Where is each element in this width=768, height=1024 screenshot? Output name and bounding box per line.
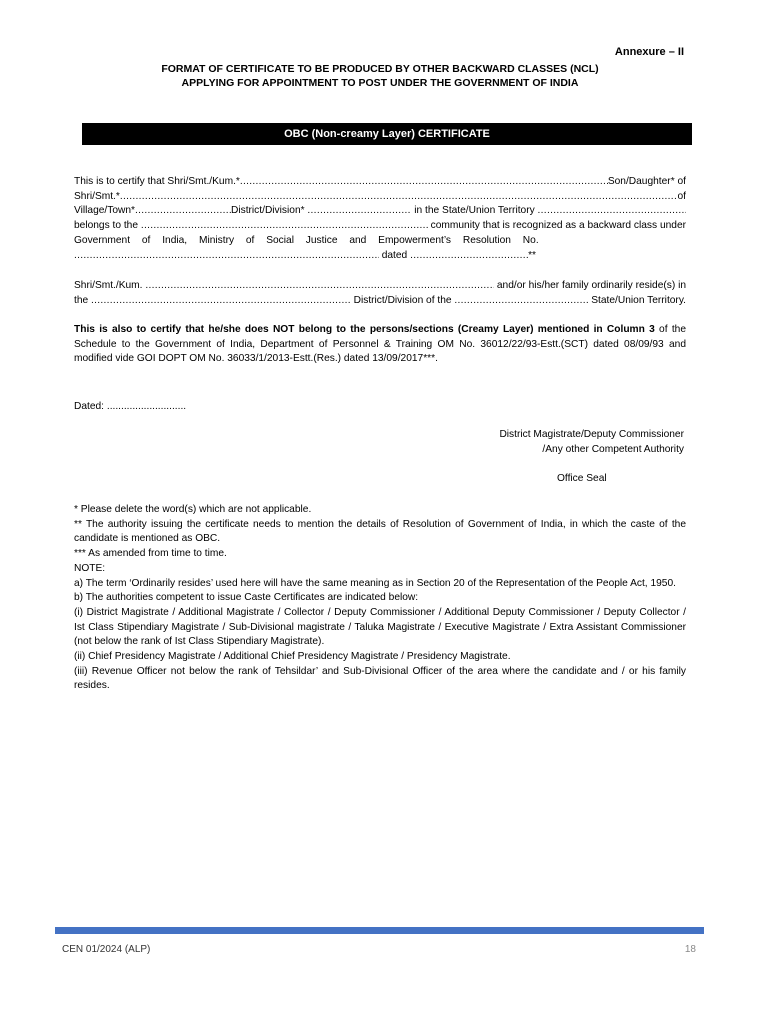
heading-line-1: FORMAT OF CERTIFICATE TO BE PRODUCED BY OTHER BACKWARD CLASSES (NCL) [161,63,599,75]
para1-line-1: This is to certify that Shri/Smt./Kum.* ..... Son/Daughter* of [74,175,686,190]
para1-line-6: ..... dated ..... ** [74,249,686,264]
certification-paragraph-1 [74,175,686,263]
dated-blank: ............................ [106,401,187,412]
note-item: b) The authorities competent to issue Caste Certificates are indicated below: [74,592,419,604]
signatory-block [499,428,684,457]
para1-line-4: belongs to the ..... community that is recognized as a backward class under [74,219,686,234]
note-item: ** The authority issuing the certificate needs to mention the details of Resolution of Government of India, in which the caste of the candidate is mentioned as OBC. [74,518,686,545]
note-item: *** As amended from time to time. [74,548,227,560]
note-item: (i) District Magistrate / Additional Magistrate / Collector / Deputy Commissioner / Additional Deputy Commissioner / Deputy Collector / Ist Class Stipendiary Magistrate / Sub-Divisional magistrate / Taluka Magistrate / Executive Magistrate / Extra Assistant Commissioner (not below the rank of Ist Class Stipendiary Magistrate). [74,606,686,648]
creamy-layer-paragraph [74,323,686,367]
signatory-line-1: District Magistrate/Deputy Commissioner [499,429,684,440]
blank-place [91,294,351,309]
footer-rule [55,927,704,934]
blank-parent-name [120,190,678,205]
para2-line-1: Shri/Smt./Kum. ..... and/or his/her family ordinarily reside(s) in [74,279,686,294]
note-item: a) The term ‘Ordinarily resides’ used here will have the same meaning as in Section 20 of the Representation of the People Act, 1950. [74,577,676,589]
para2-line-2: the ..... District/Division of the ..... State/Union Territory. [74,294,686,309]
office-seal-label: Office Seal [557,473,607,484]
para1-line-5: Government of India, Ministry of Social Justice and Empowerment’s Resolution No. [74,234,539,246]
blank-name [145,279,494,294]
blank-state-2 [454,294,588,309]
footer-reference: CEN 01/2024 (ALP) [62,944,151,955]
notes-section [74,503,686,694]
note-item: (ii) Chief Presidency Magistrate / Additional Chief Presidency Magistrate / Presidency Magistrate. [74,651,511,663]
heading-line-2: APPLYING FOR APPOINTMENT TO POST UNDER THE GOVERNMENT OF INDIA [181,77,579,89]
page-number: 18 [684,944,696,955]
note-item: * Please delete the word(s) which are not applicable. [74,504,312,515]
para1-line-2: Shri/Smt.* ..... of [74,190,686,205]
para1-line-3: Village/Town* ..... District/Division* ..... in the State/Union Territory ..... [74,204,686,219]
blank-resolution-date [410,249,528,264]
certificate-title-banner: OBC (Non-creamy Layer) CERTIFICATE [82,123,692,145]
blank-district [307,204,411,219]
blank-village [135,204,231,219]
dated-field [74,400,686,415]
signatory-line-2: /Any other Competent Authority [542,443,684,455]
blank-community [141,219,428,234]
annexure-label: Annexure – II [614,46,684,58]
certification-paragraph-2 [74,279,686,308]
note-item: (iii) Revenue Officer not below the rank of Tehsildar’ and Sub-Divisional Officer of the area where the candidate and / or his family resides. [74,665,686,692]
document-heading [74,62,686,90]
dated-label: Dated: [74,401,105,412]
blank-state [538,204,686,219]
creamy-layer-reference: of the Schedule to the Government of India, Department of Personnel & Training OM No. 36012/22/93-Estt.(SCT) dated 08/09/93 and modified vide GOI DOPT OM No. 36033/1/2013-Estt.(Res.) dated 13/09/2017***. [74,324,686,365]
creamy-layer-statement: This is also to certify that he/she does NOT belong to the persons/sections (Creamy Layer) mentioned in Column 3 [74,324,655,335]
note-heading: NOTE: [74,562,106,574]
blank-candidate-name [240,175,608,190]
blank-resolution-no [74,249,379,264]
